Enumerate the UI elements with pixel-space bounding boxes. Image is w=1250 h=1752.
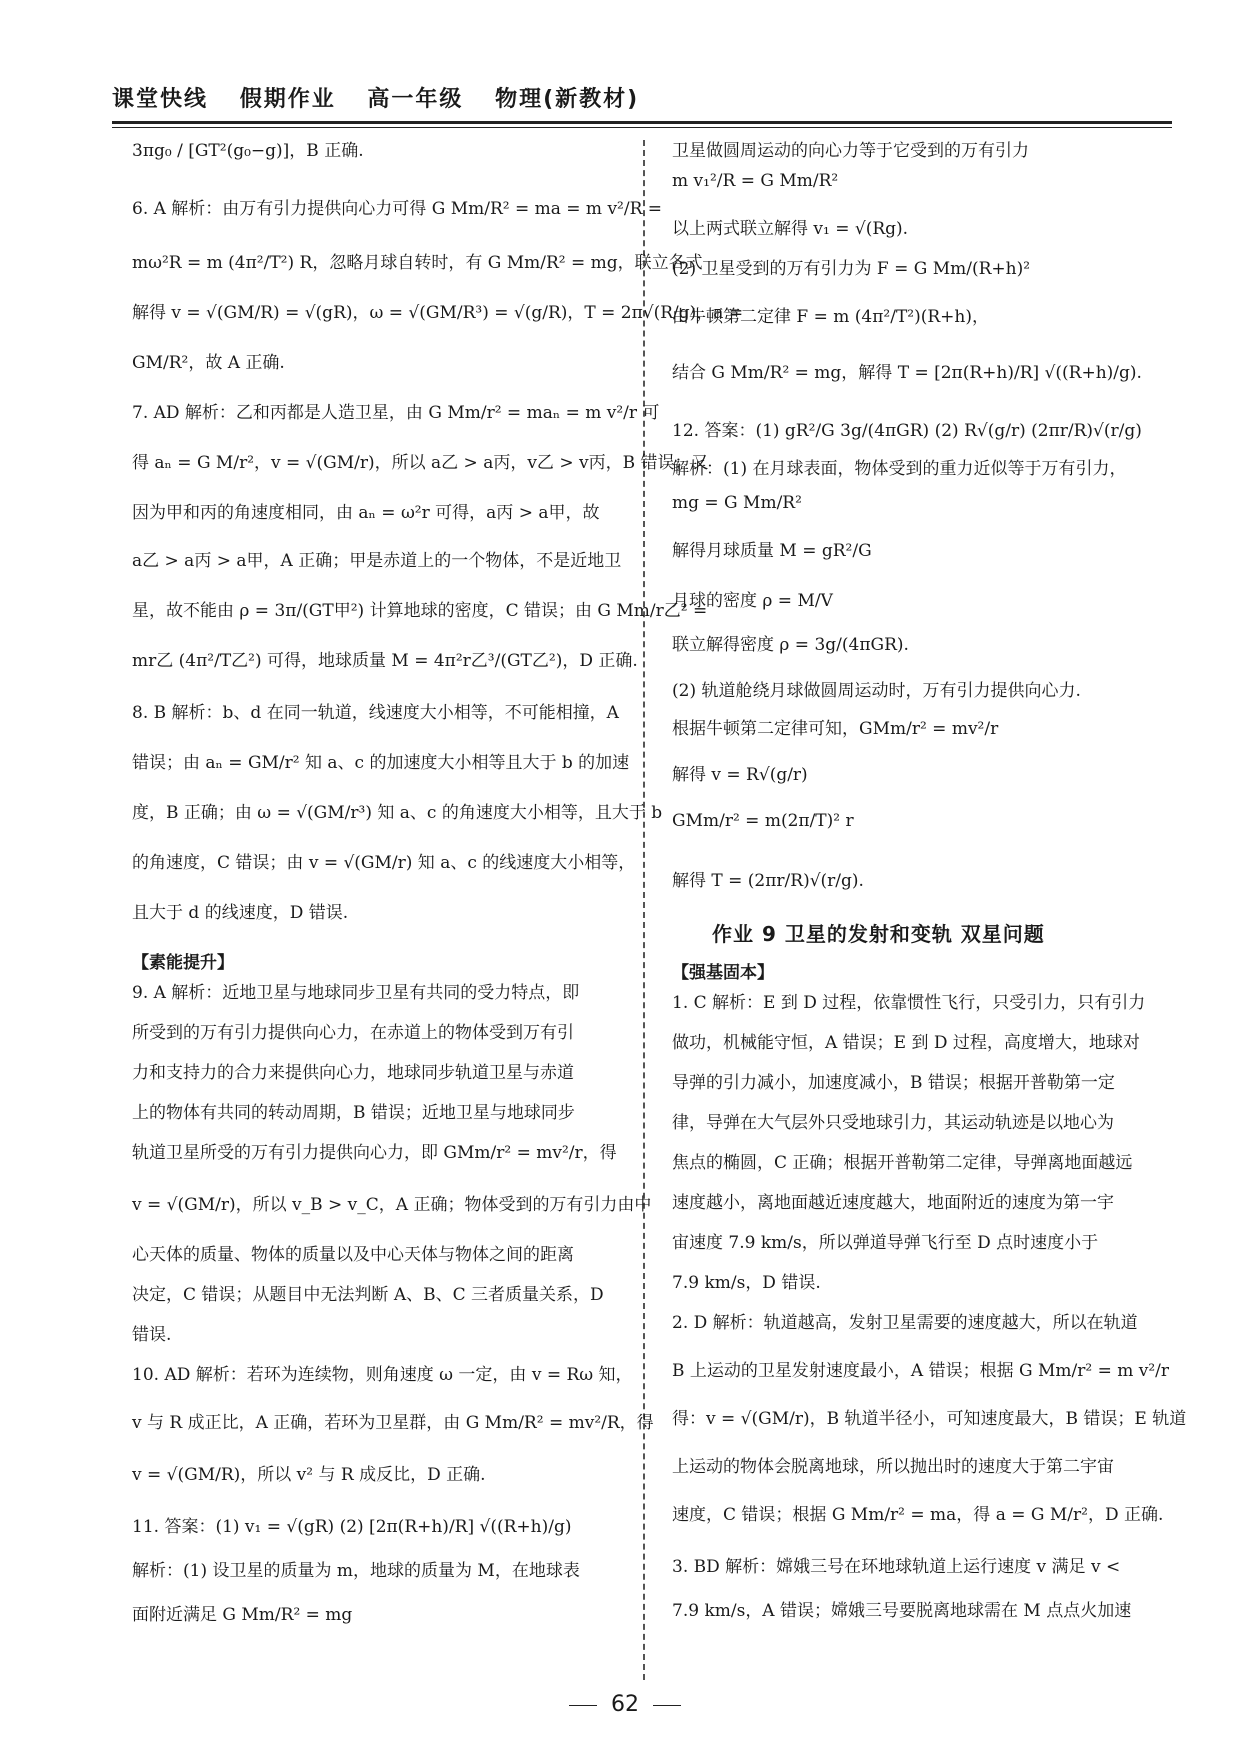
section-heading: 【素能提升】 xyxy=(132,953,234,973)
text-line: 得：v = √(GM/r)，B 轨道半径小，可知速度最大，B 错误；E 轨道 xyxy=(672,1409,1187,1429)
text-line: 星，故不能由 ρ = 3π/(GT甲²) 计算地球的密度，C 错误；由 G Mm/r乙² = xyxy=(132,601,708,621)
text-line: 焦点的椭圆，C 正确；根据开普勒第二定律，导弹离地面越远 xyxy=(672,1153,1133,1173)
text-line: 解得 v = R√(g/r) xyxy=(672,765,808,785)
section-heading: 【强基固本】 xyxy=(672,963,774,983)
text-line: 12. 答案：(1) gR²/G 3g/(4πGR) (2) R√(g/r) (2πr/R)√(r/g) xyxy=(672,421,1142,441)
header-item: 物理(新教材) xyxy=(495,87,640,112)
text-line: 2. D 解析：轨道越高，发射卫星需要的速度越大，所以在轨道 xyxy=(672,1313,1138,1333)
text-line: 度，B 正确；由 ω = √(GM/r³) 知 a、c 的角速度大小相等，且大于 b xyxy=(132,803,663,823)
text-line: GMm/r² = m(2π/T)² r xyxy=(672,811,854,831)
text-line: 卫星做圆周运动的向心力等于它受到的万有引力 xyxy=(672,141,1029,161)
text-line: 解得 v = √(GM/R) = √(gR)，ω = √(GM/R³) = √(g/R)，T = 2π√(R/g)，a = xyxy=(132,303,744,323)
page-number xyxy=(0,1692,1250,1717)
text-line: 根据牛顿第二定律可知，GMm/r² = mv²/r xyxy=(672,719,999,739)
text-line: mg = G Mm/R² xyxy=(672,493,802,513)
text-line: (2) 轨道舱绕月球做圆周运动时，万有引力提供向心力. xyxy=(672,681,1081,701)
header-item: 假期作业 xyxy=(239,87,336,112)
text-line: 决定，C 错误；从题目中无法判断 A、B、C 三者质量关系，D xyxy=(132,1285,604,1305)
text-line: 3πg₀ / [GT²(g₀−g)]，B 正确. xyxy=(132,141,364,161)
text-line: m v₁²/R = G Mm/R² xyxy=(672,171,839,191)
header-item: 课堂快线 xyxy=(112,87,209,112)
text-line: 面附近满足 G Mm/R² = mg xyxy=(132,1605,353,1625)
text-line: 解析：(1) 在月球表面，物体受到的重力近似等于万有引力， xyxy=(672,459,1127,479)
text-line: 力和支持力的合力来提供向心力，地球同步轨道卫星与赤道 xyxy=(132,1063,574,1083)
text-line: 月球的密度 ρ = M/V xyxy=(672,591,833,611)
text-line: 心天体的质量、物体的质量以及中心天体与物体之间的距离 xyxy=(132,1245,574,1265)
text-line: mω²R = m (4π²/T²) R，忽略月球自转时，有 G Mm/R² = mg，联立各式 xyxy=(132,253,703,273)
text-line: GM/R²，故 A 正确. xyxy=(132,353,285,373)
text-line: 轨道卫星所受的万有引力提供向心力，即 GMm/r² = mv²/r，得 xyxy=(132,1143,617,1163)
text-line: 且大于 d 的线速度，D 错误. xyxy=(132,903,349,923)
text-line: 以上两式联立解得 v₁ = √(Rg). xyxy=(672,219,909,239)
page-number-text: 62 xyxy=(611,1692,639,1717)
text-line: 导弹的引力减小，加速度减小，B 错误；根据开普勒第一定 xyxy=(672,1073,1115,1093)
text-line: 宙速度 7.9 km/s，所以弹道导弹飞行至 D 点时速度小于 xyxy=(672,1233,1099,1253)
text-line: 速度越小，离地面越近速度越大，地面附近的速度为第一宇 xyxy=(672,1193,1114,1213)
text-line: 结合 G Mm/R² = mg，解得 T = [2π(R+h)/R] √((R+h)/g). xyxy=(672,363,1142,383)
text-line: 错误；由 aₙ = GM/r² 知 a、c 的加速度大小相等且大于 b 的加速 xyxy=(132,753,630,773)
text-line: v = √(GM/R)，所以 v² 与 R 成反比，D 正确. xyxy=(132,1465,486,1485)
text-line: 解得 T = (2πr/R)√(r/g). xyxy=(672,871,864,891)
text-line: 6. A 解析：由万有引力提供向心力可得 G Mm/R² = ma = m v²/R = xyxy=(132,199,663,219)
text-line: 上的物体有共同的转动周期，B 错误；近地卫星与地球同步 xyxy=(132,1103,575,1123)
text-line: 错误. xyxy=(132,1325,172,1345)
text-line: mr乙 (4π²/T乙²) 可得，地球质量 M = 4π²r乙³/(GT乙²)，D 正确. xyxy=(132,651,638,671)
text-line: 1. C 解析：E 到 D 过程，依靠惯性飞行，只受引力，只有引力 xyxy=(672,993,1146,1013)
text-line: 所受到的万有引力提供向心力，在赤道上的物体受到万有引 xyxy=(132,1023,574,1043)
text-line: 因为甲和丙的角速度相同，由 aₙ = ω²r 可得，a丙 > a甲，故 xyxy=(132,503,600,523)
text-line: B 上运动的卫星发射速度最小，A 错误；根据 G Mm/r² = m v²/r xyxy=(672,1361,1170,1381)
text-line: v = √(GM/r)，所以 v_B > v_C，A 正确；物体受到的万有引力由中 xyxy=(132,1195,652,1215)
text-line: 9. A 解析：近地卫星与地球同步卫星有共同的受力特点，即 xyxy=(132,983,580,1003)
text-line: 做功，机械能守恒，A 错误；E 到 D 过程，高度增大，地球对 xyxy=(672,1033,1140,1053)
text-line: 得 aₙ = G M/r²，v = √(GM/r)，所以 a乙 > a丙，v乙 > v丙，B 错误；又 xyxy=(132,453,709,473)
text-line: 的角速度，C 错误；由 v = √(GM/r) 知 a、c 的线速度大小相等， xyxy=(132,853,636,873)
text-line: 10. AD 解析：若环为连续物，则角速度 ω 一定，由 v = Rω 知， xyxy=(132,1365,633,1385)
text-line: 7. AD 解析：乙和丙都是人造卫星，由 G Mm/r² = maₙ = m v²/r 可 xyxy=(132,403,660,423)
text-line: 解析：(1) 设卫星的质量为 m，地球的质量为 M，在地球表 xyxy=(132,1561,580,1581)
text-line: 律，导弹在大气层外只受地球引力，其运动轨迹是以地心为 xyxy=(672,1113,1114,1133)
homework-title: 作业 9 卫星的发射和变轨 双星问题 xyxy=(712,922,1045,946)
text-line: 联立解得密度 ρ = 3g/(4πGR). xyxy=(672,635,909,655)
page-header xyxy=(112,82,661,113)
header-rule-thick xyxy=(112,121,1172,124)
text-line: v 与 R 成正比，A 正确，若环为卫星群，由 G Mm/R² = mv²/R，得 xyxy=(132,1413,654,1433)
text-line: 解得月球质量 M = gR²/G xyxy=(672,541,872,561)
header-item: 高一年级 xyxy=(367,87,464,112)
text-line: 11. 答案：(1) v₁ = √(gR) (2) [2π(R+h)/R] √((R+h)/g) xyxy=(132,1517,572,1537)
text-line: 速度，C 错误；根据 G Mm/r² = ma，得 a = G M/r²，D 正确. xyxy=(672,1505,1164,1525)
text-line: 上运动的物体会脱离地球，所以抛出时的速度大于第二宇宙 xyxy=(672,1457,1114,1477)
text-line: 7.9 km/s，D 错误. xyxy=(672,1273,821,1293)
text-line: a乙 > a丙 > a甲，A 正确；甲是赤道上的一个物体，不是近地卫 xyxy=(132,551,622,571)
header-rule-thin xyxy=(112,127,1172,128)
text-line: (2) 卫星受到的万有引力为 F = G Mm/(R+h)² xyxy=(672,259,1031,279)
text-line: 由牛顿第二定律 F = m (4π²/T²)(R+h)， xyxy=(672,307,989,327)
text-line: 8. B 解析：b、d 在同一轨道，线速度大小相等，不可能相撞，A xyxy=(132,703,619,723)
column-divider xyxy=(643,140,645,1680)
text-line: 3. BD 解析：嫦娥三号在环地球轨道上运行速度 v 满足 v < xyxy=(672,1557,1121,1577)
text-line: 7.9 km/s，A 错误；嫦娥三号要脱离地球需在 M 点点火加速 xyxy=(672,1601,1132,1621)
